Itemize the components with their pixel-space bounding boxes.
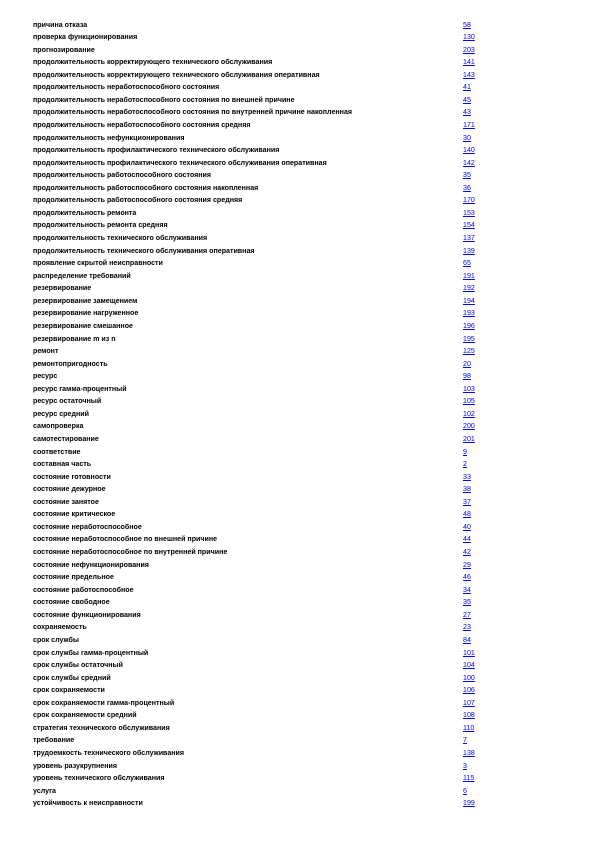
index-term: требование: [33, 736, 75, 745]
index-entry: [0, 232, 595, 244]
index-term: срок службы гамма-процентный: [33, 648, 149, 657]
page-number-link[interactable]: 141: [463, 58, 475, 67]
page-number-link[interactable]: 65: [463, 259, 471, 268]
index-term: состояние неработоспособное: [33, 522, 142, 531]
page-number-link[interactable]: 100: [463, 673, 475, 682]
index-term: ремонтопригодность: [33, 359, 108, 368]
page-number-link[interactable]: 171: [463, 120, 475, 129]
page-number-link[interactable]: 107: [463, 698, 475, 707]
index-term: продолжительность технического обслуживания: [33, 234, 208, 243]
index-entry: [0, 157, 595, 169]
index-entry: [0, 295, 595, 307]
index-entry: [0, 483, 595, 495]
index-term: ресурс средний: [33, 409, 89, 418]
index-entry: [0, 697, 595, 709]
index-term: продолжительность работоспособного состояния накопленная: [33, 183, 259, 192]
page-number-link[interactable]: 170: [463, 196, 475, 205]
index-entry: [0, 282, 595, 294]
page-number-link[interactable]: 140: [463, 146, 475, 155]
page-number-link[interactable]: 42: [463, 548, 471, 557]
index-term: резервирование: [33, 284, 92, 293]
index-entry: [0, 245, 595, 257]
index-entry: [0, 169, 595, 181]
page-number-link[interactable]: 108: [463, 711, 475, 720]
index-entry: [0, 609, 595, 621]
page-number-link[interactable]: 48: [463, 510, 471, 519]
index-term: состояние занятое: [33, 497, 99, 506]
index-entry: [0, 496, 595, 508]
index-entry: [0, 559, 595, 571]
index-term: услуга: [33, 786, 56, 795]
index-entry: [0, 69, 595, 81]
index-term: стратегия технического обслуживания: [33, 723, 170, 732]
page-number-link[interactable]: 58: [463, 20, 471, 29]
index-entry: [0, 584, 595, 596]
page-number-link[interactable]: 130: [463, 33, 475, 42]
page-number-link[interactable]: 9: [463, 447, 467, 456]
page-number-link[interactable]: 38: [463, 485, 471, 494]
index-entry: [0, 722, 595, 734]
page-number-link[interactable]: 139: [463, 246, 475, 255]
page-number-link[interactable]: 106: [463, 686, 475, 695]
index-term: срок службы средний: [33, 673, 111, 682]
index-term: продолжительность ремонта средняя: [33, 221, 168, 230]
index-term: продолжительность неработоспособного состояния по внешней причине: [33, 95, 295, 104]
page-number-link[interactable]: 33: [463, 472, 471, 481]
index-term: продолжительность нефункционирования: [33, 133, 185, 142]
index-entry: [0, 257, 595, 269]
page-number-link[interactable]: 34: [463, 585, 471, 594]
page-number-link[interactable]: 137: [463, 234, 475, 243]
index-term: причина отказа: [33, 20, 88, 29]
page-number-link[interactable]: 196: [463, 321, 475, 330]
index-term: продолжительность неработоспособного состояния: [33, 83, 220, 92]
index-entry: [0, 307, 595, 319]
index-entry: [0, 734, 595, 746]
index-term: состояние свободное: [33, 598, 110, 607]
index-term: продолжительность неработоспособного состояния средняя: [33, 120, 251, 129]
index-entry: [0, 333, 595, 345]
index-entry: [0, 270, 595, 282]
index-entry: [0, 144, 595, 156]
page-number-link[interactable]: 101: [463, 648, 475, 657]
page-number-link[interactable]: 192: [463, 284, 475, 293]
index-entry: [0, 760, 595, 772]
index-entry: [0, 546, 595, 558]
index-entry: [0, 219, 595, 231]
index-term: продолжительность технического обслуживания оперативная: [33, 246, 255, 255]
index-entry: [0, 797, 595, 809]
page-number-link[interactable]: 142: [463, 158, 475, 167]
index-term: состояние дежурное: [33, 485, 106, 494]
index-entry: [0, 446, 595, 458]
index-term: резервирование замещением: [33, 296, 138, 305]
index-entry: [0, 106, 595, 118]
index-term: ресурс гамма-процентный: [33, 384, 127, 393]
index-term: состояние готовности: [33, 472, 111, 481]
page-number-link[interactable]: 153: [463, 208, 475, 217]
page-number-link[interactable]: 201: [463, 434, 475, 443]
index-term: продолжительность профилактического технического обслуживания оперативная: [33, 158, 327, 167]
index-term: срок службы: [33, 635, 79, 644]
page-number-link[interactable]: 194: [463, 296, 475, 305]
page-number-link[interactable]: 110: [463, 723, 475, 732]
index-entry: [0, 94, 595, 106]
index-entry: [0, 471, 595, 483]
index-term: соответствие: [33, 447, 81, 456]
page-number-link[interactable]: 154: [463, 221, 475, 230]
page-number-link[interactable]: 199: [463, 799, 475, 808]
index-entry: [0, 207, 595, 219]
page-number-link[interactable]: 29: [463, 560, 471, 569]
page-number-link[interactable]: 104: [463, 661, 475, 670]
index-entry: [0, 659, 595, 671]
index-entry: [0, 19, 595, 31]
index-entry: [0, 772, 595, 784]
page-number-link[interactable]: 138: [463, 748, 475, 757]
index-term: проверка функционирования: [33, 33, 138, 42]
page-number-link[interactable]: 30: [463, 133, 471, 142]
index-term: самотестирование: [33, 434, 99, 443]
index-term: срок сохраняемости гамма-процентный: [33, 698, 175, 707]
index-term: составная часть: [33, 460, 92, 469]
index-term: уровень технического обслуживания: [33, 774, 165, 783]
index-entry: [0, 119, 595, 131]
page-number-link[interactable]: 115: [463, 774, 475, 783]
page-number-link[interactable]: 103: [463, 384, 475, 393]
index-term: резервирование смешанное: [33, 321, 133, 330]
index-term: ресурс остаточный: [33, 397, 102, 406]
index-entry: [0, 56, 595, 68]
index-term: состояние предельное: [33, 573, 114, 582]
index-entry: [0, 370, 595, 382]
index-entry: [0, 182, 595, 194]
index-entry: [0, 132, 595, 144]
page-number-link[interactable]: 84: [463, 635, 471, 644]
index-term: продолжительность работоспособного состояния средняя: [33, 196, 243, 205]
index-entry: [0, 81, 595, 93]
page-number-link[interactable]: 98: [463, 372, 471, 381]
page-number-link[interactable]: 7: [463, 736, 467, 745]
index-term: резервирование m из n: [33, 334, 116, 343]
page-number-link[interactable]: 2: [463, 460, 467, 469]
index-entry: [0, 358, 595, 370]
index-entry: [0, 345, 595, 357]
page-number-link[interactable]: 20: [463, 359, 471, 368]
index-term: продолжительность неработоспособного состояния по внутренней причине накопленная: [33, 108, 353, 117]
page-number-link[interactable]: 102: [463, 409, 475, 418]
index-entry: [0, 408, 595, 420]
index-term: состояние критическое: [33, 510, 116, 519]
page-number-link[interactable]: 35: [463, 598, 471, 607]
index-entry: [0, 508, 595, 520]
index-entry: [0, 647, 595, 659]
index-entry: [0, 709, 595, 721]
page-number-link[interactable]: 41: [463, 83, 471, 92]
index-term: состояние работоспособное: [33, 585, 134, 594]
page-number-link[interactable]: 125: [463, 347, 475, 356]
index-term: продолжительность ремонта: [33, 208, 137, 217]
index-entry: [0, 44, 595, 56]
index-term: срок службы остаточный: [33, 661, 123, 670]
index-entry: [0, 420, 595, 432]
page-number-link[interactable]: 195: [463, 334, 475, 343]
index-entry: [0, 395, 595, 407]
page-number-link[interactable]: 193: [463, 309, 475, 318]
page-number-link[interactable]: 3: [463, 761, 467, 770]
index-term: состояние неработоспособное по внутренней причине: [33, 548, 228, 557]
page-number-link[interactable]: 46: [463, 573, 471, 582]
page-number-link[interactable]: 191: [463, 271, 475, 280]
page-number-link[interactable]: 37: [463, 497, 471, 506]
index-entry: [0, 533, 595, 545]
page-number-link[interactable]: 143: [463, 70, 475, 79]
index-term: резервирование нагруженное: [33, 309, 139, 318]
index-term: трудоемкость технического обслуживания: [33, 748, 185, 757]
index-term: продолжительность корректирующего технического обслуживания: [33, 58, 273, 67]
index-term: устойчивость к неисправности: [33, 799, 143, 808]
index-entry: [0, 383, 595, 395]
page-number-link[interactable]: 45: [463, 95, 471, 104]
page-number-link[interactable]: 43: [463, 108, 471, 117]
page-number-link[interactable]: 44: [463, 535, 471, 544]
index-term: распределение требований: [33, 271, 131, 280]
index-term: продолжительность корректирующего технического обслуживания оперативная: [33, 70, 320, 79]
index-term: состояние нефункционирования: [33, 560, 149, 569]
index-term: срок сохраняемости средний: [33, 711, 137, 720]
index-entry: [0, 785, 595, 797]
index-entry: [0, 596, 595, 608]
page-number-link[interactable]: 36: [463, 183, 471, 192]
index-term: продолжительность работоспособного состояния: [33, 171, 211, 180]
index-term: прогнозирование: [33, 45, 95, 54]
index-entry: [0, 31, 595, 43]
page-number-link[interactable]: 200: [463, 422, 475, 431]
index-entry: [0, 747, 595, 759]
index-entry: [0, 571, 595, 583]
index-entry: [0, 684, 595, 696]
page-number-link[interactable]: 105: [463, 397, 475, 406]
page-number-link[interactable]: 203: [463, 45, 475, 54]
page-number-link[interactable]: 6: [463, 786, 467, 795]
index-entry: [0, 621, 595, 633]
index-entry: [0, 672, 595, 684]
index-term: продолжительность профилактического технического обслуживания: [33, 146, 280, 155]
index-entry: [0, 521, 595, 533]
index-term: состояние неработоспособное по внешней причине: [33, 535, 218, 544]
index-term: самопроверка: [33, 422, 84, 431]
index-term: проявление скрытой неисправности: [33, 259, 163, 268]
index-term: состояние функционирования: [33, 610, 141, 619]
page-number-link[interactable]: 40: [463, 522, 471, 531]
index-term: ремонт: [33, 347, 59, 356]
index-entry: [0, 320, 595, 332]
index-entry: [0, 433, 595, 445]
index-term: уровень разукрупнения: [33, 761, 118, 770]
index-entry: [0, 194, 595, 206]
index-entry: [0, 634, 595, 646]
page-number-link[interactable]: 35: [463, 171, 471, 180]
page-number-link[interactable]: 27: [463, 610, 471, 619]
index-term: сохраняемость: [33, 623, 87, 632]
index-entry: [0, 458, 595, 470]
page-number-link[interactable]: 23: [463, 623, 471, 632]
index-term: срок сохраняемости: [33, 686, 105, 695]
index-term: ресурс: [33, 372, 58, 381]
